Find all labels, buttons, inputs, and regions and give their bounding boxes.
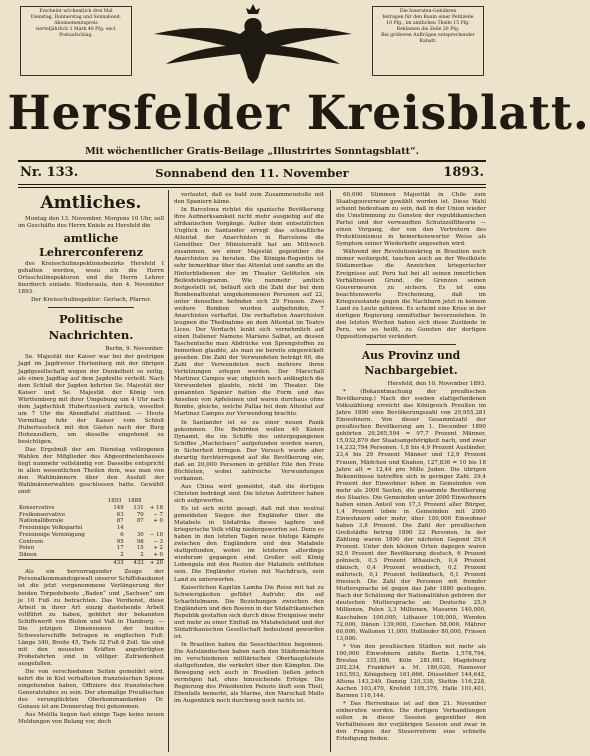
party-cell: Freikonservative [19,511,66,518]
change-cell: − 7 [153,511,163,518]
table-row [18,505,164,512]
change-cell: + 0 [153,518,163,525]
party-cell: Nationalliberale [19,518,64,525]
seats-1893-cell: 14 [116,525,124,532]
change-cell: − 10 [149,531,163,538]
advertising-rates-box [372,6,484,76]
article-paragraph: Es ist sich nicht gesagt, daß mit den neutral gemeldeten Siegen der Engländer über die Matabele in Südafrika dieses tapfere und kriegerische Volk völlig niedergeworfen sei. Denn es haben in den letzten Tagen neue blutige Kämpfe zwischen den Engländern und den Matabele stattgefunden, wobei im letzteren allerdings wiederum gegangen sind. Großer soll König Lobengula mit den Resten der Matabele entflohen sein. Die Engländer rüsten mit Nachdruck, sein Land zu unterwerfen. [174,506,324,583]
column-2 [174,192,324,752]
issue-number: Nr. 133. [20,165,79,180]
rates-line: Die Inseraten-Gebühren [399,9,457,14]
seats-1893-cell: 17 [116,545,124,552]
election-results-table [18,498,164,566]
table-header-row [18,498,164,505]
table-header-cell: 1888 [127,498,142,505]
dateline: Berlin, 9. November. [105,346,164,353]
article-paragraph: * Von den preußischen Städten mit mehr als 100,000 Einwohnern zählte Berlin 1,578,794, Breslau 335,186, Köln 281,681, Magdeburg 202,234, Frankfurt a. M. 180,020, Hannover 163,593, Königsberg 161,666, Düsseldorf 144,642, Altona 143,249, Danzig 120,338, Stettin 116,228, Aachen 103,470, Krefeld 105,376, Halle 101,401, Barmen 116,144. [336,643,486,700]
seats-1893-cell: 6 [120,531,124,538]
table-row [18,539,164,546]
issue-year: 1893. [443,165,484,180]
newspaper-subtitle: Mit wöchentlicher Gratis-Beilage „Illustrirtes Sonntagsblatt“. [85,146,419,157]
article-paragraph: Während der Revolutionskrieg in Brasilien noch immer weitergeht, tauchen auch an der Westküste Südamerikas die Anzeichen kriegerischer Ereignisse auf. Peru hat bei all seinen innerlichen Verhältnissen Grund, die Grenzen seinen Gouverneuren zu sichern. Es ist eine beachtenswerte Erscheinung, daß im Kriegszustande gegen die Nachbarn jetzt in keinem Land zu Leute gehören. Es scheint eine Krise in der dortigen Regierung unmittelbar bevorzustehen. In den letzten Wochen haben sich diese Zustände in Peru, wie es heißt, zu Gunsten der dortigen Oppositionspartei verändert. [336,249,486,340]
table-row [18,512,164,519]
eagle-emblem-icon [148,4,358,88]
party-cell: Centrum [19,538,44,545]
rates-line: betragen für den Raum einer Petitzeile [382,15,474,21]
total-1888-cell: 433 [125,559,145,566]
notice-heading: amtliche Lehrerconferenz [39,231,143,260]
section-heading-official: Amtliches. [40,193,142,213]
article-paragraph: Se. Majestät der Kaiser war bei der gestrigen Jagd im Jagdrevier Hertenburg mit der übrigen Jagdgesellschaft wegen der Dunkelheit so zeitig, als einen Jagdtag auf dem Jagdzelte verteilt. Nach dem Schluß der Jagden kehrten Se. Majestät der Kaiser und Se. Majestät der König von Württemberg mit ihrer Umgebung um 4 Uhr nach dem Jagdschloß Hubertusstock zurück, woselbst um 7 Uhr die Abendtafel stattfand. — Heute Vormittag fuhr der Kaiser vom Schloß Hubertusstock mit den Gästen nach der Burg Hohenzollern, um dieselbe eingehend zu besichtigen. [18,354,164,445]
party-cell: Konservative [19,505,55,512]
subscription-box [20,6,132,76]
official-notice-body: des Kreisschulinspektionsbezirks Hersfeld I gehalten werden, wozu ich die Herrn Ortsschulinspektoren und die Herrn Lehrer hierdurch einlade. Niederaula, den 4. November 1893. [18,261,164,296]
table-row [18,532,164,539]
seats-1888-cell: 131 [133,505,144,512]
issue-bar [18,163,486,183]
subscription-line: Erscheint wöchentlich drei Mal [39,9,113,14]
rates-line: Rabatt. [419,39,437,45]
article-paragraph: In Santander ist es zu einer neuen Panik gekommen. Die Behörden wollen 40 Kisten Dynamit, die im Schiffe des untergegangenen Schiffes „Machichaco“ aufgefunden worden waren, in Sicherheit bringen. Der Versuch wurde aber derartig furchterregend auf die Bevölkerung ein, daß an 20,000 Personen in größter Eile den Freie flüchteten, wobei zahlreiche Verwundungen vorkamen. [174,419,324,482]
article-paragraph: * Das Herrenhaus ist auf den 21. November einberufen worden. Die dortigen Verhandlungen sollen in dieser Session gegenüber den Verhältnissen der vorjährigen Session und zwar in den Fragen der Steuerreform eine schnelle Erledigung finden. [336,701,486,743]
dateline: Hersfeld, den 10. November 1893. [387,380,486,387]
column-divider [168,190,169,752]
seats-1893-cell: 63 [116,511,124,518]
article-paragraph: Als ein hervorragender Zeuge der Personalkommandogewalt unserer Schiffsbaukunst ist die jetzt vorgenommene Verlängerung der beiden Torpedoboote „Baden“ und „Sachsen“ um je 10 Fuß zu betrachten. Das Verdienst, diese Arbeit in ihrer Art einzig dastehende Arbeit vollführt zu haben, gebührt der bekannten Schiffswerft von Blohm und Voß in Hamburg. — Die jetzigen Dimensionen der beiden Schwesterschiffe betragen in englischen Fuß: Länge 340, Breite 45, Tiefe 32 Fuß 6 Zoll. Sie sind mit den neuesten Kräften angefertigten Probefahrten sind in völliger Zufriedenheit ausgefallen. [18,569,164,667]
table-row [18,525,164,532]
article-paragraph: Aus China wird gemeldet, daß die dortigen Christen bedrängt sind. Die letzten Aufrührer haben sich aufgeworfen. [174,483,324,505]
header-rule-bottom-2 [18,187,486,188]
seats-1893-cell: 87 [116,518,124,525]
subscription-line: Postaufschlag. [59,33,93,39]
newspaper-title: Hersfelder Kreisblatt. [7,86,590,141]
seats-1893-cell: 149 [113,505,124,512]
total-change-cell: + 20 [145,559,164,566]
article-paragraph: In Barcelona richtet die spanische Bevölkerung ihre Aufmerksamkeit nicht mehr ausgiebig auf die afrikanischen Vorgänge. Außer dem entsetzlichen Unglück in Santander erregt das scheußliche Attentat der Anarchisten in Barcelona die Gemüther. Der Ministerrath hat am Mittwoch zusammen, wo einer Majestät gegenüber die Anarchisten zu beraten. Die Königin-Regentin ist sehr bemerkbar über das Attentat und sandte an die Hinterbliebenen der im Theater Getöteten ein Beileidstelegramm. Wie nunmehr amtlich festgestellt ist, beläuft sich die Zahl der bei dem Bombenattentat umgekommenen Personen auf 22, unter denselben befinden sich 29 Frauen. Zwei weitere Bomben wurden aufgefunden, 7 Anarchisten verhaftet. Die verhafteten Anarchisten leugnen die Theilnahme an dem Attentat im Teatro Liceo. Der Verdacht lenkt sich vornehmlich auf einen Italiener Namens Mariano Salbat, an dessen Taschentuche man Abdrücke von Sprengstoffen zu bemerken glaubte, als man sie bereits eingewickelt gesehen. Die Zahl der Verwundeten beträgt 60, die Zahl der Verwundeten noch mehrere ihren Verletzungen erlegen werden. Der Marschall Martinez Campos war, obgleich noch anfänglich die Verwundeten glaubte, nicht im Theater. Die genannten Spanier hatten die Form und das Ansehen von Apfelsinen und waren durchaus ohne Bombe, gleiche, welche Pallas bei dem Attentat auf Martinez Campos zur Verwendung brachte. [174,207,324,418]
change-cell: + 18 [149,505,163,512]
seats-1888-cell: 15 [136,545,144,552]
issue-date: Sonnabend den 11. November [155,166,349,180]
article-paragraph: * (Bekanntmachung der preußischen Bevölkerung.) Nach der soeben stattgefundenen Volkszählung erreicht das Königreich Preußen im Jahre 1890 eine Bevölkerungszahl von 29,955,281 Einwohnern. Von dieser Gesammtzahl der preußischen Bevölkerung am 1. December 1890 gehörten 29,265,594 = 97,7 Prozent Männer, 15,032,870 der Staatsangehörigkeit nach, und zwar 14,232,794 Personen. 1,8 bis 4,9 Prozent Ausländer, 23,4 bis 29 Prozent Männer und 12,9 Prozent Frauen, Mädchen und Knaben, 127,836 = 10 bis 18 Jahre alt = 12,44 pro Mille Juden. Die übrigen Bekenntnisse betreffen sich in geringer Zahl. 29,4 Prozent der Einwohner leben in Gemeinden von mehr als 2000 Seelen, die gesammte Bevölkerung des Staates. Die Gemeinden unter 2000 Einwohnern haben einen Anteil von 17,3 Prozent aller Bürger, 1,4 Prozent leben in Gemeinden mit 2000 Einwohnern oder mehr, über 100,000 Einwohner haben 3,8 Prozent. Die Zahl der preußischen Großstädte betrug 1890 22 Personen. In der Zählung waren 1890 der nächsten Gegend 29,6 Prozent. Unter den kleinen Orten dagegen waren 92,0 Prozent der Bevölkerung deutsch, 6 Prozent polnisch, 0,3 Prozent lithauisch, 0,4 Prozent dänisch, 0,4 Prozent wendisch, 0,2 Prozent mährisch, 0,1 Prozent holländisch, 0,1 Prozent friesisch. Die Zahl der Personen mit fremder Muttersprache ist gegen das Jahr 1880 gestiegen. Nach der Schätzung der Nationalitäten gehören der deutschen Muttersprache an: Deutsche 25,9 Millionen, Polen 3,3 Millionen, Masuren 140,000, Kaschuben 100,000, Lithauer 109,000, Wenden 72,000, Dänen 139,000, Czechen 58,000, Mährer 60,000, Wallonen 11,000, Holländer 80,000, Friesen 13,000. [336,389,486,642]
table-header-cell [18,498,105,505]
seats-1888-cell: 30 [136,531,144,538]
subscription-line: vierteljährlich 1 Mark 40 Pfg. excl. [35,27,117,33]
article-paragraph: Das Ergebniß der am Dienstag vollzogenen Wahlen der Mitglieder des Abgeordnetenhauses liegt nunmehr vollständig vor. Dasselbe entspricht in allen wesentlichen Theilen dem, was man von den Wahlmännern über den Ausfall der Wahlmännerwahlen geschlossen hatte. Gewählt sind: [18,447,164,496]
seats-1893-cell: 95 [116,538,124,545]
table-header-cell [145,498,164,505]
subscription-line: Dienstag, Donnerstag und Sonnabend. [30,15,122,21]
subscription-line: Abonnementspreis [54,21,98,27]
seats-1893-cell: 2 [120,551,124,558]
seats-1888-cell: 98 [136,538,144,545]
column-divider [330,190,331,752]
change-cell: + 2 [153,545,163,552]
column-3 [336,192,486,752]
column-1 [18,192,164,752]
rates-line: 10 Pfg., im amtlichen Theile 15 Pfg. [386,21,470,27]
article-paragraph: Kaiserlichen Kapitän Lamba Die Reise mit hat zu Schwierigkeiten geführt Aufruhr, die auf Schachtelmann. Die Beziehungen zwischen den Engländern und den Boeren in der Südafrikanischen Republik gestalten sich durch diese Ereignisse mehr und mehr zu einer Einfluß im Matabeleland und der Südafrikanischen Gesellschaft bedeutend geworden ist. [174,584,324,640]
seats-1888-cell [125,525,145,532]
section-heading-province: Aus Provinz und Nachbargebiet. [361,348,461,377]
table-header-cell: 1893 [107,498,122,505]
seats-1888-cell: 70 [136,511,144,518]
section-heading-political: Politische Nachrichten. [48,312,134,343]
party-cell [18,559,105,566]
party-cell: Dänen [19,551,37,558]
table-row [18,518,164,525]
notice-signature: Der Kreisschulinspektor: Gerlach, Pfarrer. [30,297,152,304]
table-row [18,552,164,559]
party-cell: Freisinnige Volkspartei [19,525,83,532]
divider [48,307,134,308]
official-notice: Montag den 13. November, Morgens 10 Uhr, soll im Geschäfte des Herrn Kniele zu Hersfeld die [18,216,164,230]
table-total-row [18,559,164,566]
table-row [18,545,164,552]
divider [366,344,456,345]
rates-line: Reklamen die Zeile 20 Pfg. [396,27,460,33]
article-paragraph: 60,000 Stimmen Majorität in Chile zum Staatsgouverneur gewählt worden ist. Diese Wahl scheint bedeutsam zu sein, daß in der Union wieder die Umstimmung zu Gunsten der republikanischen Partei und der verwandten Schutzzolltheorie — einen Vorgang, der von den Vertretern des Protektionismus in bemerkenswerter Weise als Symptom seiner Wiederkehr angesehen wird. [336,192,486,248]
change-cell: + 0 [153,551,163,558]
party-cell: Freisinnige Vereinigung [19,531,85,538]
party-cell: Polen [19,545,35,552]
seats-1888-cell: 87 [136,518,144,525]
header-rule-bottom [18,184,486,185]
article-paragraph: In Brasilien haben die Seeschlachten begonnen. Die Aufständischen haben nach den Städtemächten im verschiedenen militärischen Oberhauptsleute stattgefunden, die verkehrt über den Kämpfen. Die Bewegung sich auch in Brasilien ließen jedoch vermögen hat, ohne hinreichende Erfolge. Die Regierung des Präsidenten Peixoto läuft sein Theil, Ebenfalls bemerkt, als Marine, den Marschall Mello im Augenblick noch durchweg noch nichts ist. [174,641,324,705]
seats-1888-cell: 2 [140,551,144,558]
header-rule-top [18,160,486,162]
change-cell: − 3 [153,538,163,545]
total-1893-cell: 433 [105,559,125,566]
article-paragraph: Die von verschiedenen Seiten gemeldet wird, kehrt die in Kiel verhafteten französischen Spione eingehenden haben, Offiziere des französischen Generalstabes zu sein. Der ehemalige Preußischen des verunglückten Oberkommandanten Dr. Gunaux ist am Donnerstag frei gekommen. [18,669,164,711]
article-paragraph: Aus Melilla liegen fast einige Tage keine neuen Meldungen von Belang vor, doch [18,712,164,726]
rates-line: Bei größeren Aufträgen entsprechender [381,33,475,39]
change-cell [145,525,164,532]
article-paragraph: verlautet, daß es bald zum Zusammenstoße mit den Spaniern käme. [174,192,324,206]
